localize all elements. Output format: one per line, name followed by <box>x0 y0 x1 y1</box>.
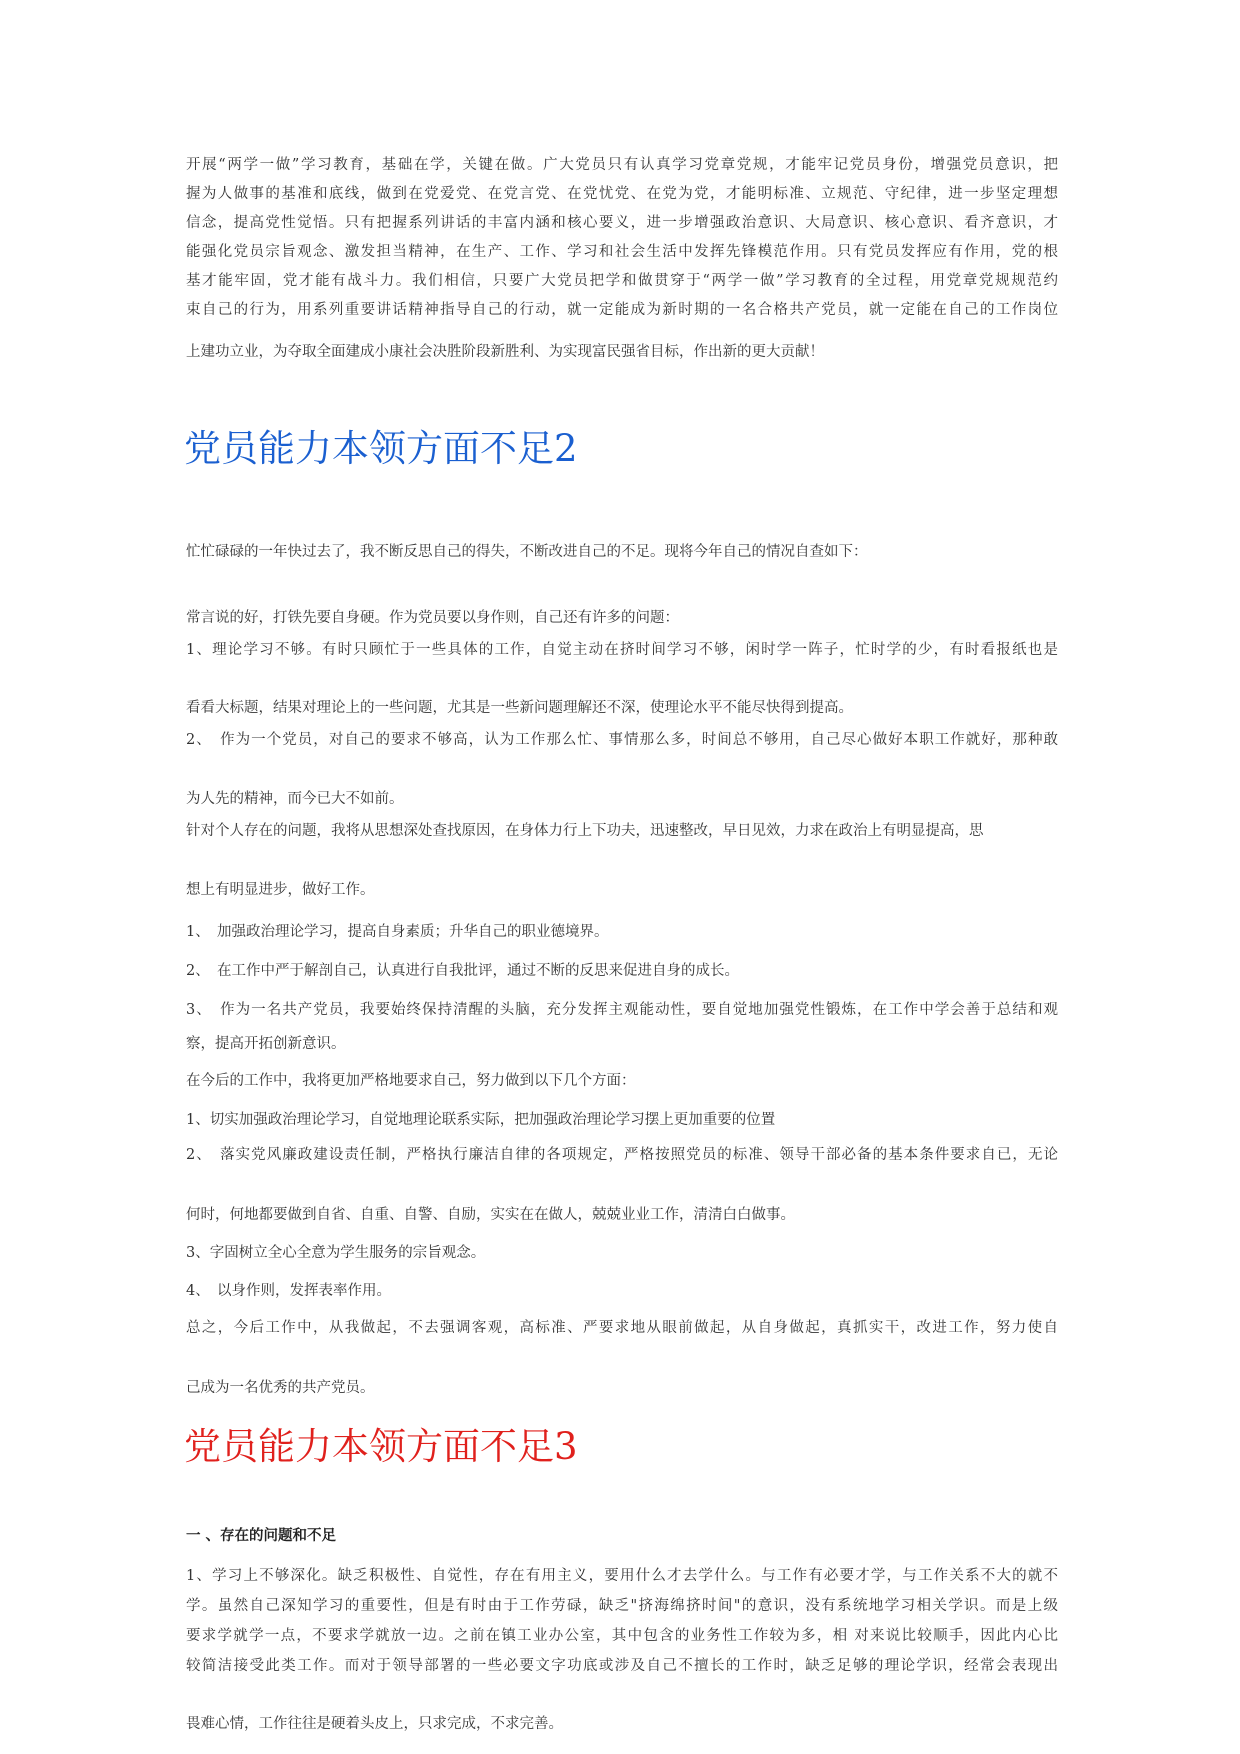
body-line: 察，提高开拓创新意识。 <box>186 1036 346 1052</box>
intro-line: 能强化党员宗旨观念、激发担当精神，在生产、工作、学习和社会生活中发挥先锋模范作用。只有党员发挥应有作用，党的根 <box>186 244 1058 260</box>
body-line: 想上有明显进步，做好工作。 <box>186 882 375 898</box>
intro-line: 开展“两学一做”学习教育，基础在学，关键在做。广大党员只有认真学习党章党规，才能牢记党员身份，增强党员意识，把 <box>186 157 1058 173</box>
body-line: 忙忙碌碌的一年快过去了，我不断反思自己的得失，不断改进自己的不足。现将今年自己的情况自查如下： <box>186 544 868 560</box>
section-title: 党员能力本领方面不足2 <box>184 427 578 470</box>
body-line: 常言说的好，打铁先要自身硬。作为党员要以身作则，自己还有许多的问题： <box>186 610 679 626</box>
body-line: 总之，今后工作中，从我做起，不去强调客观，高标准、严要求地从眼前做起，从自身做起，真抓实干，改进工作，努力使自 <box>186 1320 1058 1336</box>
body-line: 针对个人存在的问题，我将从思想深处查找原因，在身体力行上下功夫，迅速整改，早日见效，力求在政治上有明显提高，思 <box>186 823 984 839</box>
body-line: 3、字固树立全心全意为学生服务的宗旨观念。 <box>186 1245 486 1261</box>
body-line: 1、 加强政治理论学习，提高自身素质；升华自己的职业德境界。 <box>186 924 609 940</box>
body-line: 4、 以身作则，发挥表率作用。 <box>186 1283 391 1299</box>
body-line: 1、理论学习不够。有时只顾忙于一些具体的工作，自觉主动在挤时间学习不够，闲时学一阵子，忙时学的少，有时看报纸也是 <box>186 642 1058 658</box>
body-line: 2、 落实党风廉政建设责任制，严格执行廉洁自律的各项规定，严格按照党员的标准、领导干部必备的基本条件要求自已，无论 <box>186 1147 1058 1163</box>
body-line: 要求学就学一点，不要求学就放一边。之前在镇工业办公室，其中包含的业务性工作较为多，相 对来说比较顺手，因此内心比 <box>186 1628 1058 1644</box>
intro-line: 上建功立业，为夺取全面建成小康社会决胜阶段新胜利、为实现富民强省目标，作出新的更大贡献！ <box>186 344 824 360</box>
intro-line: 束自己的行为，用系列重要讲话精神指导自己的行动，就一定能成为新时期的一名合格共产党员，就一定能在自己的工作岗位 <box>186 302 1058 318</box>
subheading: 一 、存在的问题和不足 <box>186 1528 337 1544</box>
body-line: 己成为一名优秀的共产党员。 <box>186 1380 375 1396</box>
body-line: 2、 在工作中严于解剖自己，认真进行自我批评，通过不断的反思来促进自身的成长。 <box>186 963 739 979</box>
intro-line: 信念，提高党性觉悟。只有把握系列讲话的丰富内涵和核心要义，进一步增强政治意识、大局意识、核心意识、看齐意识，才 <box>186 215 1058 231</box>
body-line: 畏难心情，工作往往是硬着头皮上，只求完成，不求完善。 <box>186 1716 563 1732</box>
body-line: 3、 作为一名共产党员，我要始终保持清醒的头脑，充分发挥主观能动性，要自觉地加强党性锻炼，在工作中学会善于总结和观 <box>186 1002 1058 1018</box>
body-line: 学。虽然自己深知学习的重要性，但是有时由于工作劳碌，缺乏"挤海绵挤时间"的意识，没有系统地学习相关学识。而是上级 <box>186 1598 1058 1614</box>
body-line: 1、切实加强政治理论学习，自觉地理论联系实际，把加强政治理论学习摆上更加重要的位置 <box>186 1112 776 1128</box>
body-line: 在今后的工作中，我将更加严格地要求自己，努力做到以下几个方面： <box>186 1073 636 1089</box>
body-line: 1、学习上不够深化。缺乏积极性、自觉性，存在有用主义，要用什么才去学什么。与工作有必要才学，与工作关系不大的就不 <box>186 1568 1058 1584</box>
intro-line: 握为人做事的基准和底线，做到在党爱党、在党言党、在党忧党、在党为党，才能明标准、立规范、守纪律，进一步坚定理想 <box>186 186 1058 202</box>
body-line: 2、 作为一个党员，对自己的要求不够高，认为工作那么忙、事情那么多，时间总不够用，自己尽心做好本职工作就好，那种敢 <box>186 732 1058 748</box>
body-line: 看看大标题，结果对理论上的一些问题，尤其是一些新问题理解还不深，使理论水平不能尽快得到提高。 <box>186 700 853 716</box>
body-line: 何时，何地都要做到自省、自重、自警、自励，实实在在做人，兢兢业业工作，清清白白做事。 <box>186 1207 795 1223</box>
body-line: 为人先的精神，而今已大不如前。 <box>186 791 404 807</box>
body-line: 较简洁接受此类工作。而对于领导部署的一些必要文字功底或涉及自己不擅长的工作时，缺乏足够的理论学识，经常会表现出 <box>186 1658 1058 1674</box>
section-title: 党员能力本领方面不足3 <box>184 1425 578 1468</box>
intro-line: 基才能牢固，党才能有战斗力。我们相信，只要广大党员把学和做贯穿于“两学一做”学习教育的全过程，用党章党规规范约 <box>186 273 1058 289</box>
